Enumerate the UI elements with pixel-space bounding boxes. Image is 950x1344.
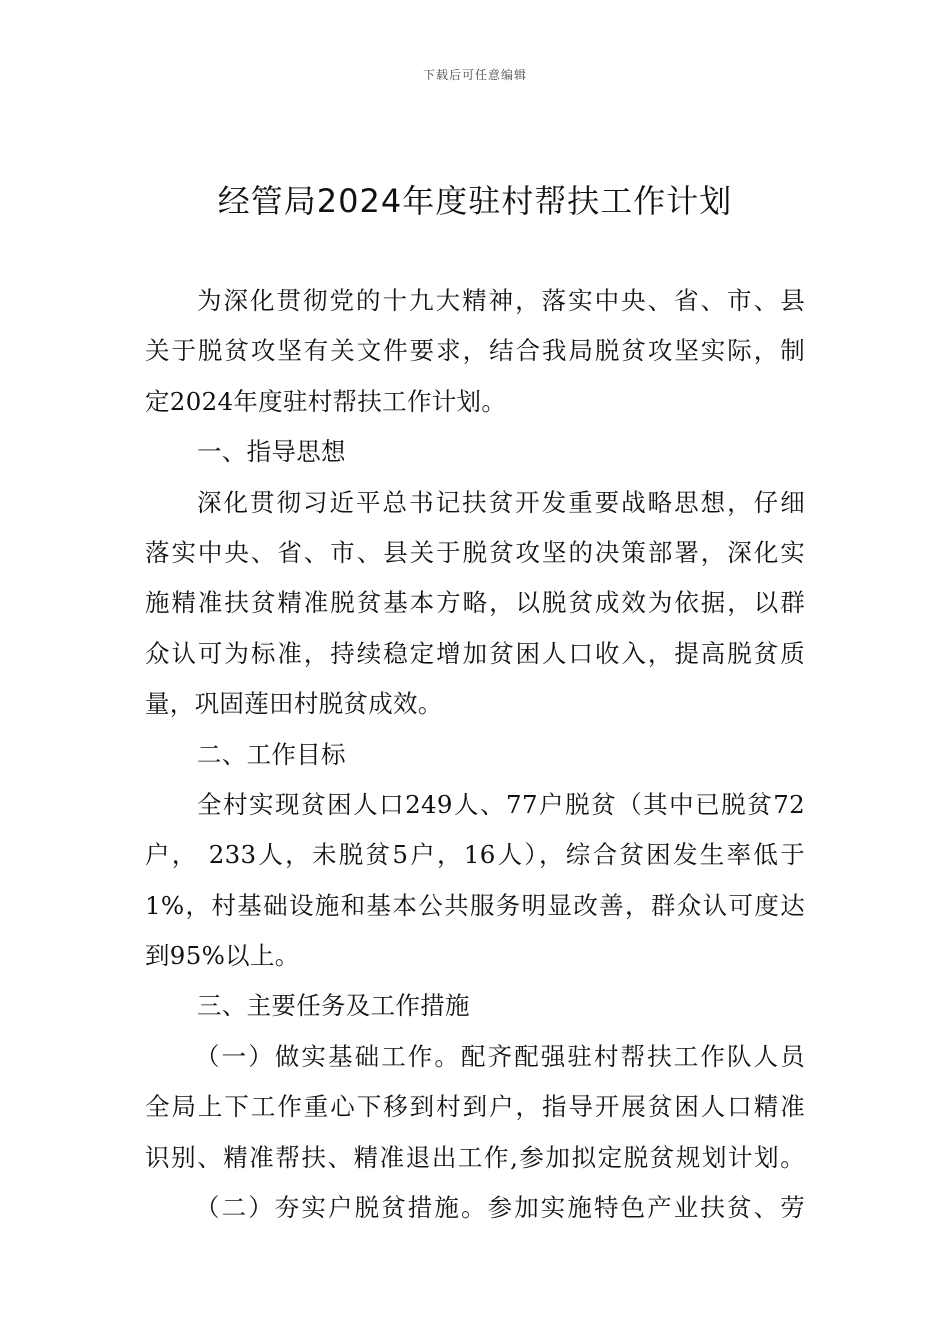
document-body xyxy=(145,276,805,1233)
paragraph-line: 全村实现贫困人口249人、77户脱贫（其中已脱贫72 xyxy=(197,789,805,819)
paragraph-line: 众认可为标准，持续稳定增加贫困人口收入，提高脱贫质 xyxy=(145,638,805,668)
paragraph-line: 1%，村基础设施和基本公共服务明显改善，群众认可度达 xyxy=(145,890,805,920)
paragraph-line: 全局上下工作重心下移到村到户，指导开展贫困人口精准 xyxy=(145,1092,805,1122)
page-header-note: 下载后可任意编辑 xyxy=(422,68,527,82)
paragraph-line: 量，巩固莲田村脱贫成效。 xyxy=(145,689,443,719)
section-heading: 二、工作目标 xyxy=(197,739,346,769)
paragraph-line: 施精准扶贫精准脱贫基本方略，以脱贫成效为依据，以群 xyxy=(145,588,805,618)
paragraph-line: 深化贯彻习近平总书记扶贫开发重要战略思想，仔细 xyxy=(197,487,805,517)
paragraph-line: 识别、精准帮扶、精准退出工作,参加拟定脱贫规划计划。 xyxy=(145,1142,805,1172)
paragraph-line: （一）做实基础工作。配齐配强驻村帮扶工作队人员 xyxy=(195,1041,805,1071)
paragraph-line: 定2024年度驻村帮扶工作计划。 xyxy=(145,386,507,416)
paragraph-line: 落实中央、省、市、县关于脱贫攻坚的决策部署，深化实 xyxy=(145,537,805,567)
document-title: 经管局2024年度驻村帮扶工作计划 xyxy=(217,182,733,220)
paragraph-line: 到95%以上。 xyxy=(145,941,300,971)
paragraph-line: 户， 233人，未脱贫5户，16人），综合贫困发生率低于 xyxy=(145,840,805,870)
paragraph-line: （二）夯实户脱贫措施。参加实施特色产业扶贫、劳 xyxy=(195,1193,805,1223)
paragraph-line: 关于脱贫攻坚有关文件要求，结合我局脱贫攻坚实际，制 xyxy=(145,336,805,366)
section-heading: 三、主要任务及工作措施 xyxy=(197,991,470,1021)
section-heading: 一、指导思想 xyxy=(197,437,346,467)
paragraph-line: 为深化贯彻党的十九大精神，落实中央、省、市、县 xyxy=(197,286,805,315)
